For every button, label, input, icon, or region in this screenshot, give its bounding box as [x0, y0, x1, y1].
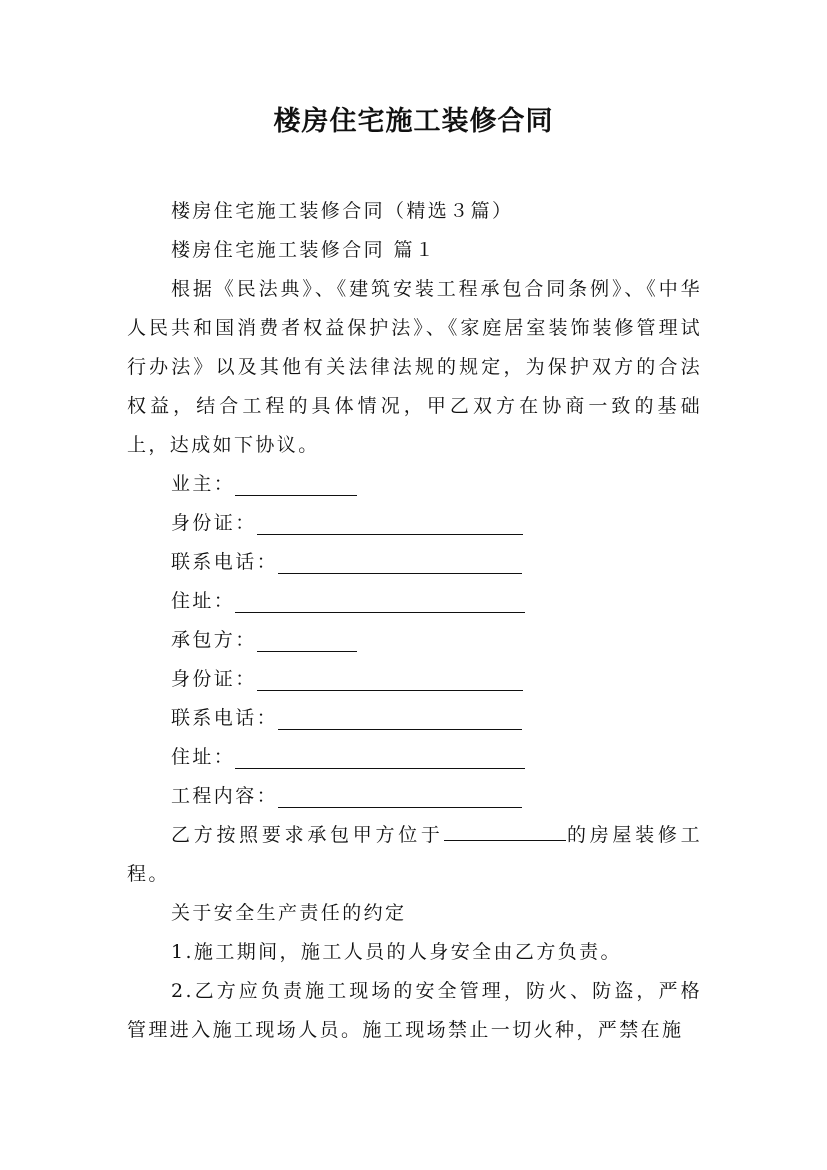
field-contractor-address — [127, 738, 702, 777]
scope-paragraph — [127, 816, 702, 894]
document-title: 楼房住宅施工装修合同 — [273, 106, 554, 137]
field-label: 住址： — [171, 590, 236, 612]
section-heading: 楼房住宅施工装修合同 篇１ — [171, 239, 437, 261]
blank-line — [235, 586, 525, 613]
field-contractor-id — [127, 660, 702, 699]
field-label: 住址： — [171, 746, 236, 768]
blank-line — [235, 742, 525, 769]
blank-line — [278, 547, 522, 574]
field-label: 身份证： — [171, 512, 257, 534]
field-label: 工程内容： — [171, 785, 279, 807]
intro-paragraph: 根据《民法典》、《建筑安装工程承包合同条例》、《中华人民共和国消费者权益保护法》、《家庭居室装饰装修管理试行办法》以及其他有关法律法规的规定，为保护双方的合法权益，结合工程的具体情况，甲乙双方在协商一致的基础上，达成如下协议。 — [127, 278, 702, 456]
scope-text-before: 乙方按照要求承包甲方位于 — [171, 824, 444, 846]
clause-1: 1.施工期间，施工人员的人身安全由乙方负责。 — [171, 941, 622, 963]
blank-line — [444, 818, 566, 841]
field-label: 身份证： — [171, 668, 257, 690]
field-owner — [127, 465, 702, 504]
field-owner-id — [127, 504, 702, 543]
field-contractor-phone — [127, 699, 702, 738]
blank-line — [278, 781, 522, 808]
blank-line — [257, 625, 357, 652]
document-subtitle: 楼房住宅施工装修合同（精选３篇） — [171, 200, 514, 222]
document-body — [127, 192, 702, 1050]
field-label: 联系电话： — [171, 551, 279, 573]
blank-line — [257, 508, 523, 535]
clause-2: 2.乙方应负责施工现场的安全管理，防火、防盗，严格管理进入施工现场人员。施工现场禁止一切火种，严禁在施 — [127, 980, 702, 1041]
field-label: 承包方： — [171, 629, 257, 651]
blank-line — [235, 469, 357, 496]
field-owner-address — [127, 582, 702, 621]
blank-line — [278, 703, 522, 730]
scope-text-after: 的房屋装修工程。 — [127, 824, 702, 885]
field-owner-phone — [127, 543, 702, 582]
field-project-content — [127, 777, 702, 816]
field-contractor — [127, 621, 702, 660]
field-label: 联系电话： — [171, 707, 279, 729]
blank-line — [257, 664, 523, 691]
field-label: 业主： — [171, 473, 236, 495]
safety-heading: 关于安全生产责任的约定 — [171, 902, 407, 924]
